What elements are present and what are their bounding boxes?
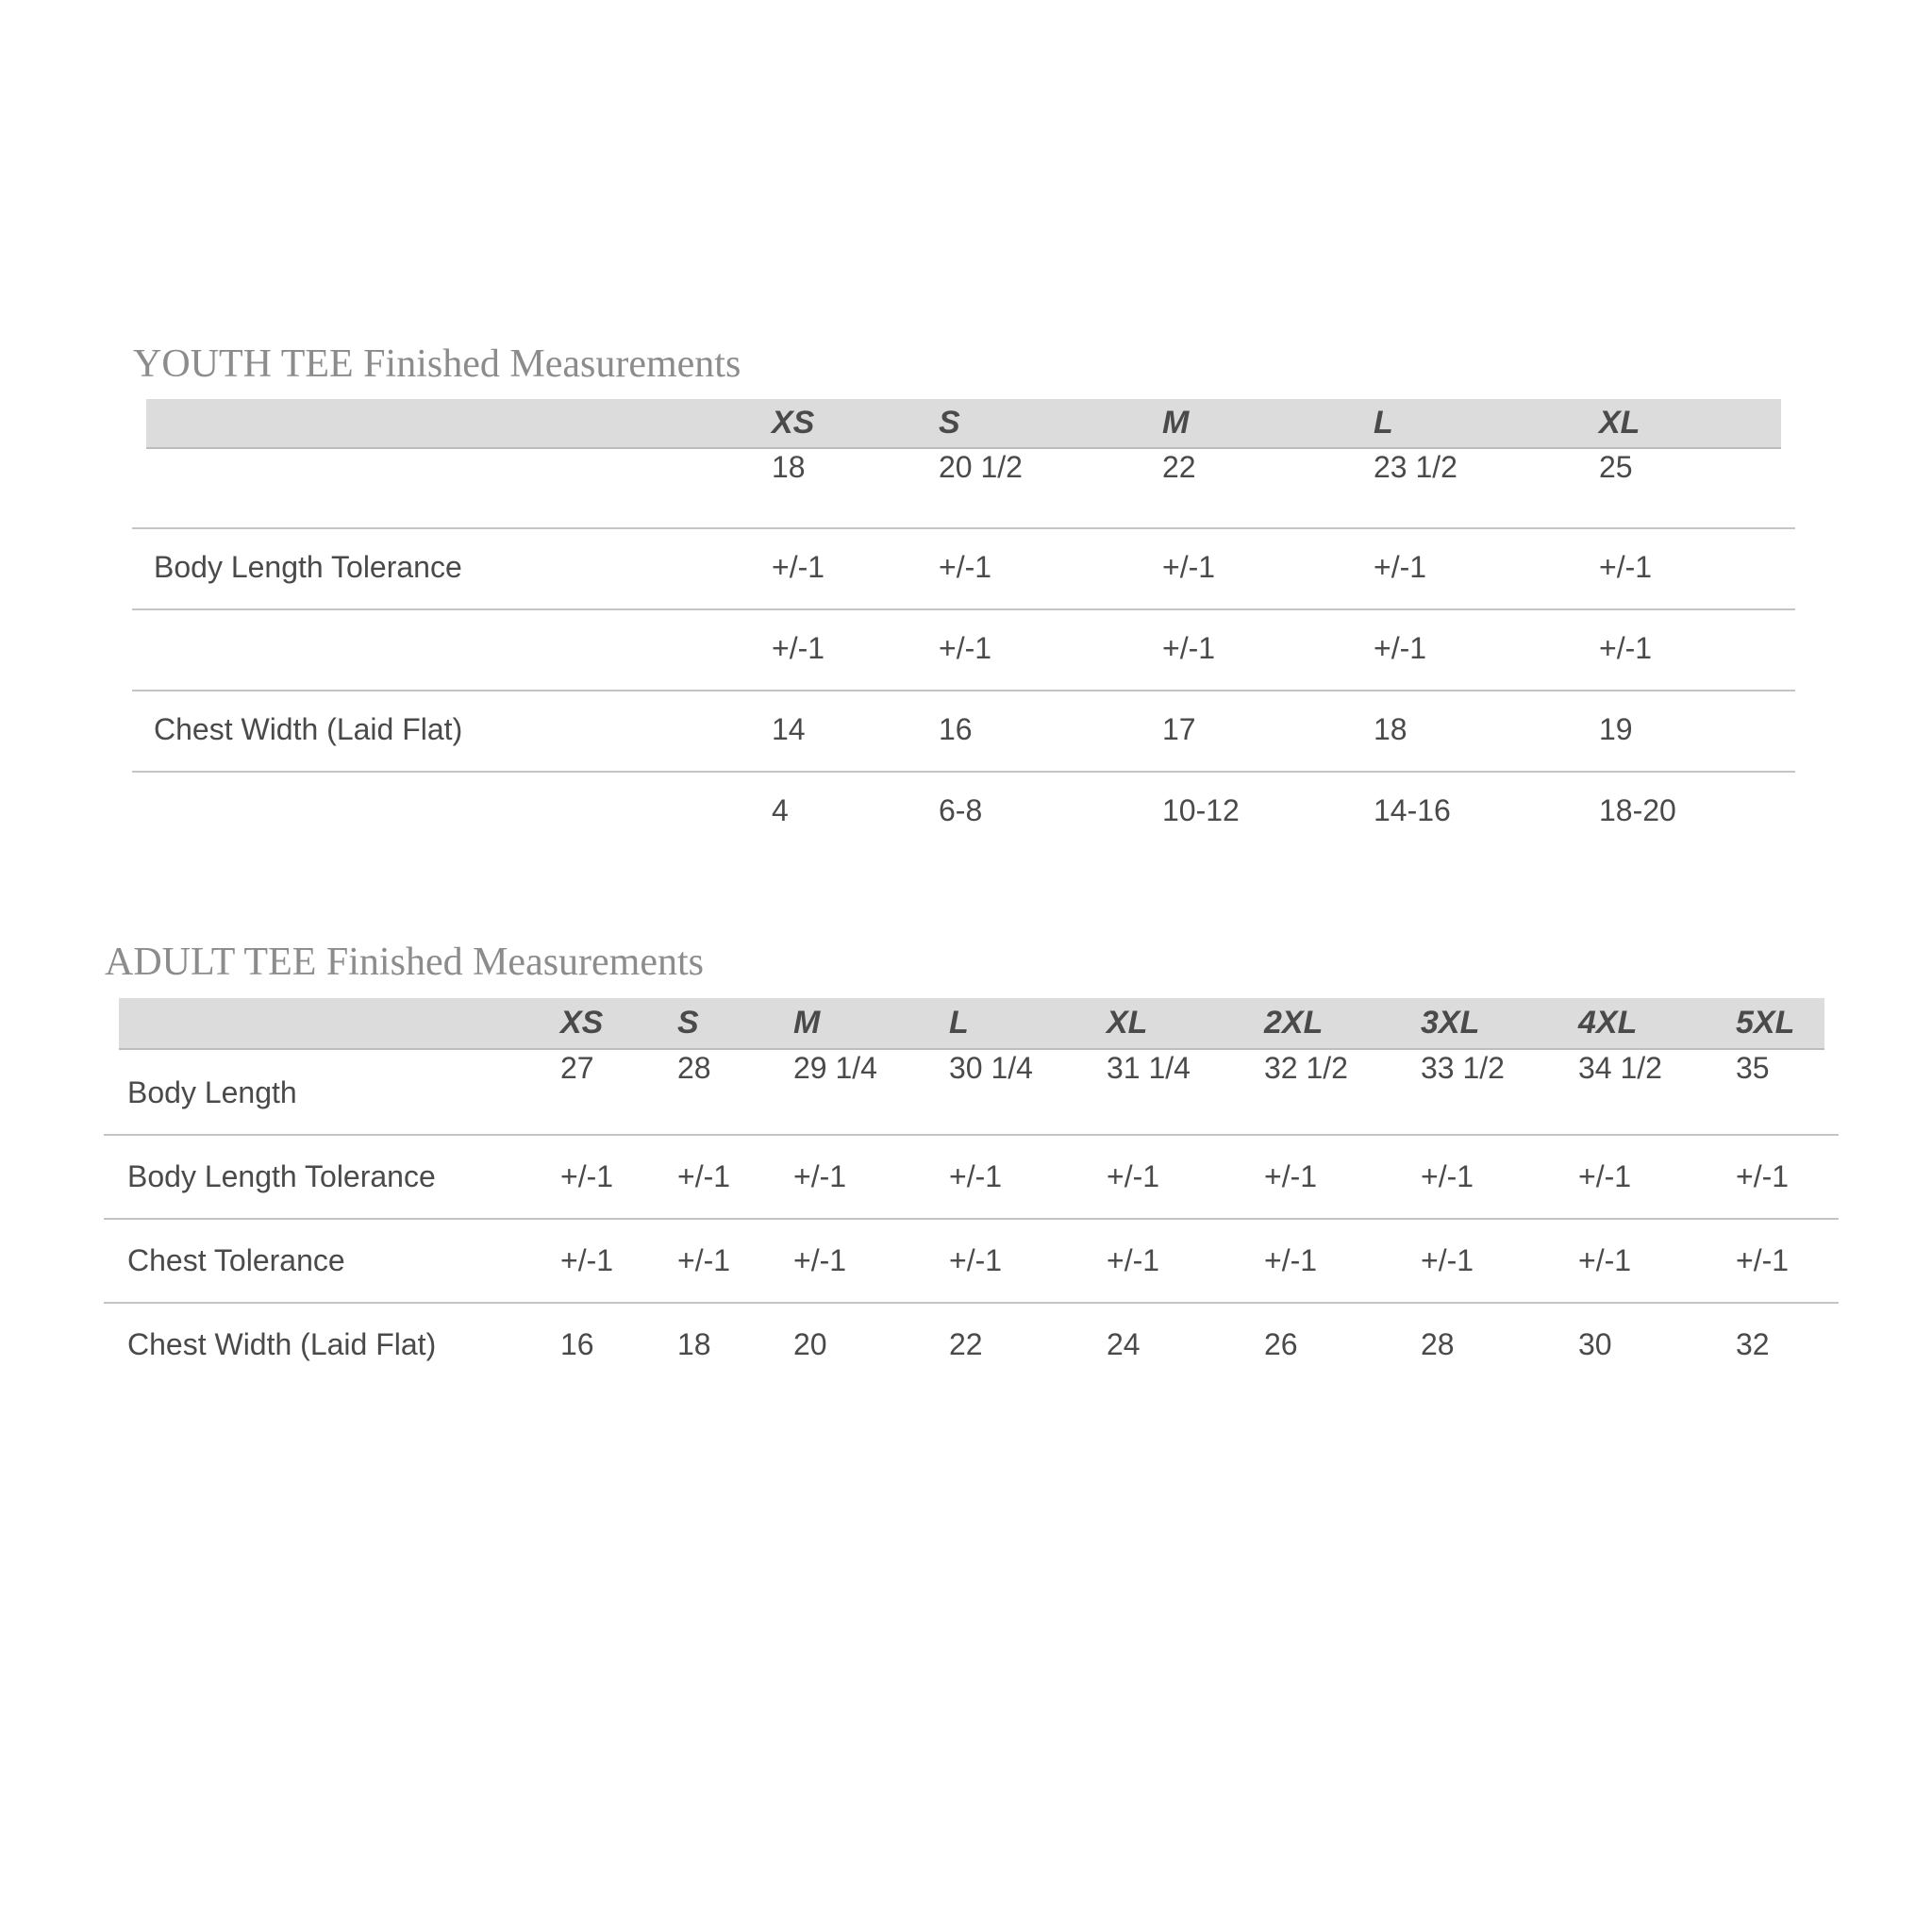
adult-cell: 32 1/2: [1264, 1051, 1348, 1085]
youth-cell: 25: [1599, 450, 1633, 484]
youth-size-header: XS: [772, 405, 815, 441]
adult-cell: 16: [560, 1327, 594, 1361]
adult-size-header: L: [949, 1005, 969, 1041]
youth-cell: 10-12: [1162, 793, 1240, 827]
youth-row-divider: [132, 690, 1795, 691]
youth-cell: +/-1: [1162, 550, 1216, 584]
adult-cell: 20: [793, 1327, 827, 1361]
youth-cell: +/-1: [939, 631, 992, 665]
youth-cell: +/-1: [939, 550, 992, 584]
adult-size-header: 2XL: [1264, 1005, 1324, 1041]
adult-cell: +/-1: [793, 1243, 847, 1277]
youth-cell: 22: [1162, 450, 1196, 484]
youth-cell: +/-1: [772, 550, 825, 584]
adult-row-divider: [104, 1302, 1839, 1304]
adult-cell: 22: [949, 1327, 983, 1361]
youth-cell: 23 1/2: [1374, 450, 1457, 484]
adult-size-header: S: [677, 1005, 699, 1041]
adult-cell: +/-1: [560, 1243, 614, 1277]
adult-cell: +/-1: [1736, 1159, 1790, 1193]
youth-row-divider: [132, 527, 1795, 529]
adult-cell: +/-1: [1736, 1243, 1790, 1277]
adult-cell: 24: [1107, 1327, 1141, 1361]
adult-cell: +/-1: [1421, 1243, 1474, 1277]
adult-header-bar: [119, 998, 1824, 1050]
youth-cell: +/-1: [1374, 631, 1427, 665]
adult-row-divider: [104, 1134, 1839, 1136]
youth-size-header: M: [1162, 405, 1190, 441]
adult-row-divider: [104, 1218, 1839, 1220]
adult-cell: 28: [677, 1051, 711, 1085]
adult-cell: +/-1: [560, 1159, 614, 1193]
adult-cell: 33 1/2: [1421, 1051, 1505, 1085]
youth-cell: 20 1/2: [939, 450, 1023, 484]
youth-cell: 6-8: [939, 793, 983, 827]
youth-cell: +/-1: [772, 631, 825, 665]
youth-cell: 16: [939, 712, 973, 746]
youth-cell: 19: [1599, 712, 1633, 746]
youth-row-label: Chest Width (Laid Flat): [154, 712, 463, 746]
adult-size-header: M: [793, 1005, 821, 1041]
adult-cell: 30: [1578, 1327, 1612, 1361]
adult-cell: 35: [1736, 1051, 1770, 1085]
adult-cell: +/-1: [1107, 1243, 1160, 1277]
adult-cell: +/-1: [1264, 1243, 1318, 1277]
adult-cell: +/-1: [1421, 1159, 1474, 1193]
adult-cell: 29 1/4: [793, 1051, 877, 1085]
youth-cell: +/-1: [1599, 631, 1653, 665]
youth-row-divider: [132, 608, 1795, 610]
adult-cell: 30 1/4: [949, 1051, 1033, 1085]
adult-cell: +/-1: [1107, 1159, 1160, 1193]
adult-cell: +/-1: [677, 1159, 731, 1193]
adult-cell: 18: [677, 1327, 711, 1361]
adult-cell: +/-1: [1578, 1159, 1632, 1193]
adult-row-label: Chest Width (Laid Flat): [127, 1327, 437, 1361]
adult-row-label: Body Length: [127, 1075, 297, 1109]
adult-size-header: XS: [560, 1005, 604, 1041]
adult-table-title: ADULT TEE Finished Measurements: [105, 941, 705, 984]
youth-header-bar: [146, 399, 1781, 449]
youth-cell: 18: [1374, 712, 1407, 746]
youth-cell: 18-20: [1599, 793, 1676, 827]
adult-cell: 26: [1264, 1327, 1298, 1361]
adult-cell: 32: [1736, 1327, 1770, 1361]
youth-cell: +/-1: [1162, 631, 1216, 665]
adult-size-header: XL: [1107, 1005, 1148, 1041]
youth-cell: 14: [772, 712, 806, 746]
adult-size-header: 4XL: [1578, 1005, 1638, 1041]
youth-row-divider: [132, 771, 1795, 773]
youth-cell: 14-16: [1374, 793, 1451, 827]
youth-cell: 18: [772, 450, 806, 484]
adult-row-label: Body Length Tolerance: [127, 1159, 436, 1193]
adult-cell: +/-1: [1264, 1159, 1318, 1193]
youth-cell: 17: [1162, 712, 1196, 746]
youth-size-header: S: [939, 405, 960, 441]
adult-cell: 34 1/2: [1578, 1051, 1662, 1085]
adult-cell: +/-1: [949, 1243, 1003, 1277]
youth-size-header: XL: [1599, 405, 1641, 441]
adult-cell: +/-1: [1578, 1243, 1632, 1277]
adult-cell: +/-1: [677, 1243, 731, 1277]
adult-cell: +/-1: [949, 1159, 1003, 1193]
youth-table-title: YOUTH TEE Finished Measurements: [133, 342, 741, 386]
adult-size-header: 3XL: [1421, 1005, 1480, 1041]
adult-cell: 28: [1421, 1327, 1455, 1361]
adult-cell: 31 1/4: [1107, 1051, 1191, 1085]
youth-cell: +/-1: [1374, 550, 1427, 584]
adult-cell: +/-1: [793, 1159, 847, 1193]
youth-cell: +/-1: [1599, 550, 1653, 584]
youth-row-label: Body Length Tolerance: [154, 550, 462, 584]
youth-size-header: L: [1374, 405, 1393, 441]
adult-row-label: Chest Tolerance: [127, 1243, 345, 1277]
youth-cell: 4: [772, 793, 789, 827]
adult-cell: 27: [560, 1051, 594, 1085]
adult-size-header: 5XL: [1736, 1005, 1795, 1041]
